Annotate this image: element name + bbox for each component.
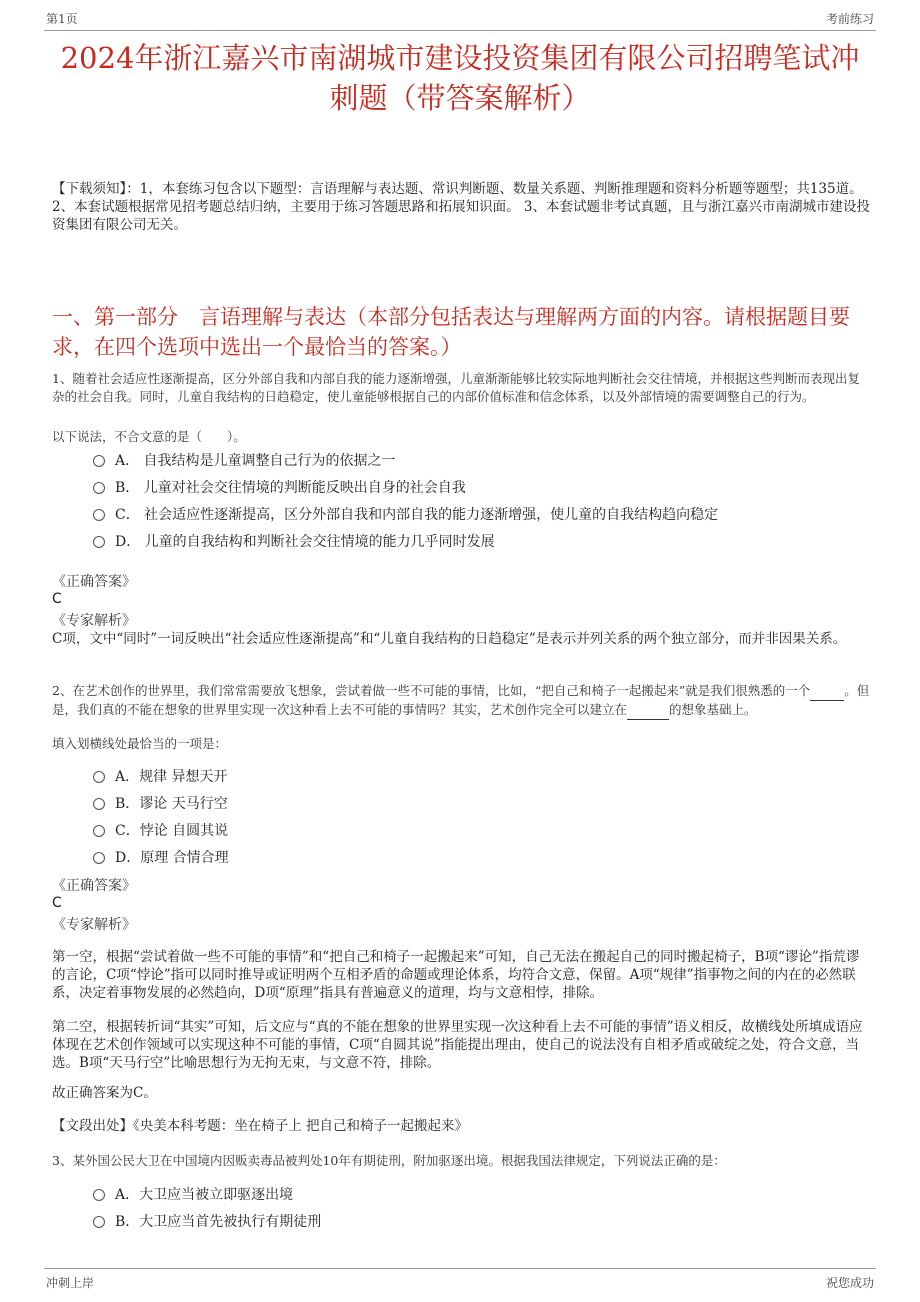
footer-right: 祝您成功 xyxy=(825,1276,874,1290)
q1-option-c[interactable] xyxy=(93,506,718,524)
page-number: 第1页 xyxy=(46,12,78,26)
footer-left: 冲刺上岸 xyxy=(46,1276,95,1290)
radio-icon[interactable] xyxy=(93,1189,105,1201)
option-label: B．谬论 天马行空 xyxy=(115,796,228,812)
q2-option-c[interactable] xyxy=(93,822,228,840)
radio-icon[interactable] xyxy=(93,482,105,494)
option-label: D．原理 合情合理 xyxy=(115,850,229,866)
q2-answer: C xyxy=(52,895,62,911)
q3-option-a[interactable] xyxy=(93,1186,293,1204)
option-label: A．大卫应当被立即驱逐出境 xyxy=(115,1187,294,1203)
radio-icon[interactable] xyxy=(93,852,105,864)
option-label: C．悖论 自圆其说 xyxy=(115,823,229,839)
option-label: D． 儿童的自我结构和判断社会交往情境的能力几乎同时发展 xyxy=(115,534,495,550)
radio-icon[interactable] xyxy=(93,771,105,783)
radio-icon[interactable] xyxy=(93,1216,105,1228)
option-label: C． 社会适应性逐渐提高，区分外部自我和内部自我的能力逐渐增强，使儿童的自我结构趋向稳定 xyxy=(115,507,719,523)
option-label: B．大卫应当首先被执行有期徒刑 xyxy=(115,1214,322,1230)
option-label: A． 自我结构是儿童调整自己行为的依据之一 xyxy=(115,453,396,469)
option-label: B． 儿童对社会交往情境的判断能反映出自身的社会自我 xyxy=(115,480,466,496)
q1-answer-label: 《正确答案》 xyxy=(52,574,136,590)
blank-1 xyxy=(810,682,844,701)
q2-prompt: 填入划横线处最恰当的一项是： xyxy=(52,736,228,751)
document-title: 2024年浙江嘉兴市南湖城市建设投资集团有限公司招聘笔试冲刺题（带答案解析） xyxy=(60,41,860,115)
q2-stem-part-2: 。但是，我们真的不能在想象的世界里实现一次这种看上去不可能的事情吗？其实，艺术创作完全可以建立在 xyxy=(52,683,870,717)
q2-analysis-label: 《专家解析》 xyxy=(52,917,136,933)
q1-prompt: 以下说法，不合文意的是（ ）。 xyxy=(52,429,246,444)
q2-stem xyxy=(52,682,870,720)
q1-option-b[interactable] xyxy=(93,479,466,497)
footer-divider xyxy=(44,1268,876,1269)
q1-analysis-label: 《专家解析》 xyxy=(52,613,136,629)
q3-option-b[interactable] xyxy=(93,1213,321,1231)
radio-icon[interactable] xyxy=(93,825,105,837)
radio-icon[interactable] xyxy=(93,509,105,521)
q2-answer-label: 《正确答案》 xyxy=(52,878,136,894)
q2-stem-part-1: 2、在艺术创作的世界里，我们常常需要放飞想象，尝试着做一些不可能的事情，比如，“把自己和椅子一起搬起来”就是我们很熟悉的一个 xyxy=(52,683,811,698)
q1-answer: C xyxy=(52,591,62,607)
q2-conclusion: 故正确答案为C。 xyxy=(52,1085,157,1101)
q2-option-b[interactable] xyxy=(93,795,228,813)
blank-2 xyxy=(627,701,669,720)
q2-option-d[interactable] xyxy=(93,849,229,867)
radio-icon[interactable] xyxy=(93,798,105,810)
q2-stem-part-3: 的想象基础上。 xyxy=(669,702,757,717)
q2-source: 【文段出处】《央美本科考题：坐在椅子上 把自己和椅子一起搬起来》 xyxy=(52,1118,469,1134)
q2-analysis-para-2: 第二空，根据转折词“其实”可知，后文应与“真的不能在想象的世界里实现一次这种看上去不可能的事情”语义相反，故横线处所填成语应体现在艺术创作领域可以实现这种不可能的事情，C项“自圆其说”指能提出理由，使自己的说法没有自相矛盾或破绽之处，符合文意，当选。B项“天马行空”比喻思想行为无拘无束，与文意不符，排除。 xyxy=(52,1019,863,1071)
header-divider xyxy=(44,30,876,31)
radio-icon[interactable] xyxy=(93,536,105,548)
q1-stem: 1、随着社会适应性逐渐提高，区分外部自我和内部自我的能力逐渐增强，儿童渐渐能够比较实际地判断社会交往情境，并根据这些判断而表现出复杂的社会自我。同时，儿童自我结构的日趋稳定，使儿童能够根据自己的内部价值标准和信念体系，以及外部情境的需要调整自己的行为。 xyxy=(52,371,860,404)
q1-analysis: C项，文中“同时”一词反映出“社会适应性逐渐提高”和“儿童自我结构的日趋稳定”是表示并列关系的两个独立部分，而并非因果关系。 xyxy=(52,631,847,647)
q3-stem: 3、某外国公民大卫在中国境内因贩卖毒品被判处10年有期徒刑，附加驱逐出境。根据我国法律规定，下列说法正确的是： xyxy=(52,1153,726,1168)
option-label: A．规律 异想天开 xyxy=(115,769,228,785)
radio-icon[interactable] xyxy=(93,455,105,467)
q2-analysis-para-1: 第一空，根据“尝试着做一些不可能的事情”和“把自己和椅子一起搬起来”可知，自己无法在搬起自己的同时搬起椅子，B项“谬论”指荒谬的言论，C项“悖论”指可以同时推导或证明两个互相矛盾的命题或理论体系，均符合文意，保留。A项“规律”指事物之间的内在的必然联系，决定着事物发展的必然趋向，D项“原理”指具有普遍意义的道理，均与文意相悖，排除。 xyxy=(52,949,860,1001)
section-heading: 一、第一部分 言语理解与表达（本部分包括表达与理解两方面的内容。请根据题目要求，在四个选项中选出一个最恰当的答案。） xyxy=(52,305,850,359)
q1-option-a[interactable] xyxy=(93,452,396,470)
q2-option-a[interactable] xyxy=(93,768,228,786)
q1-option-d[interactable] xyxy=(93,533,495,551)
header-tag: 考前练习 xyxy=(825,12,874,26)
download-notice: 【下载须知】：1，本套练习包含以下题型：言语理解与表达题、常识判断题、数量关系题、判断推理题和资料分析题等题型；共135道。 2、本套试题根据常见招考题总结归纳，主要用于练习答题思路和拓展知识面。 3、本套试题非考试真题，且与浙江嘉兴市南湖城市建设投资集团有限公司无关。 xyxy=(52,181,870,233)
